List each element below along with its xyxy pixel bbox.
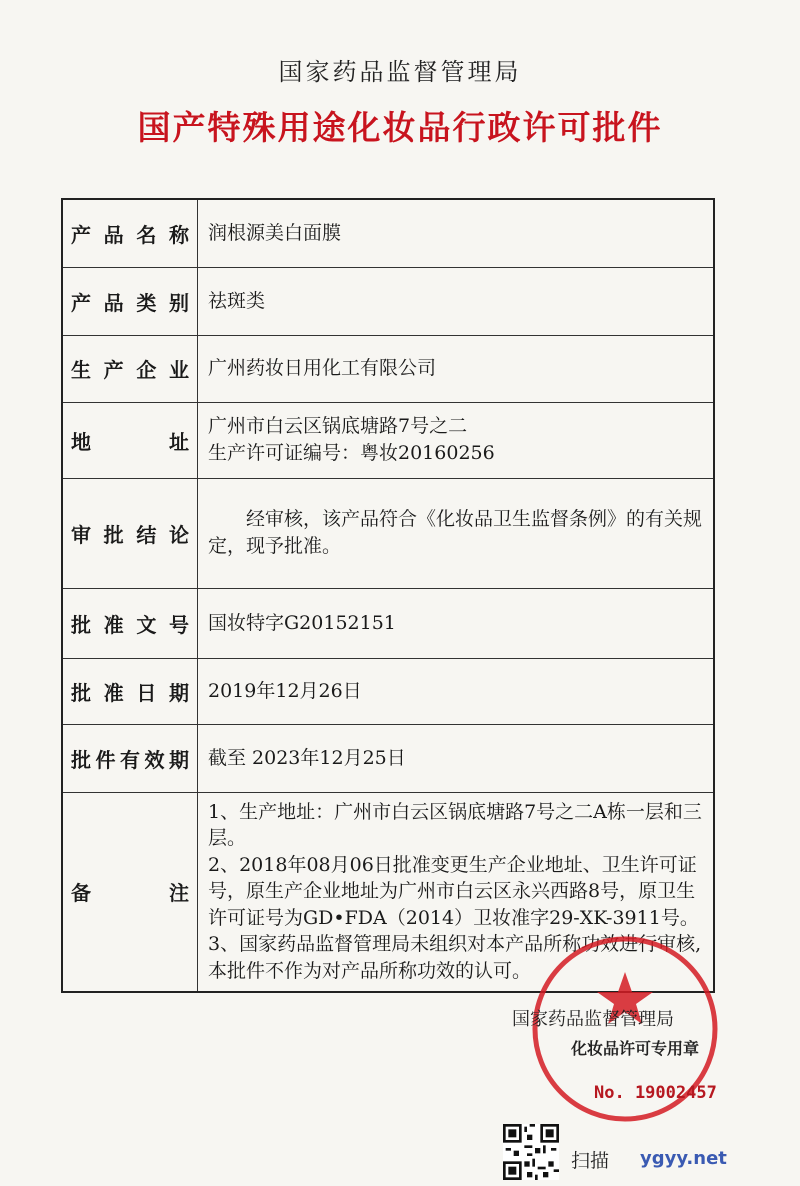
issuer-name: 国家药品监督管理局	[512, 1009, 674, 1030]
label-product-category: 产品类别	[62, 267, 198, 335]
label-approval-number: 批准文号	[62, 588, 198, 658]
value-approval-number: 国妆特字G20152151	[198, 588, 715, 658]
value-address	[198, 402, 715, 478]
qr-code-icon	[503, 1124, 559, 1180]
remark-item: 3、国家药品监督管理局未组织对本产品所称功效进行审核,本批件不作为对产品所称功效的认可。	[208, 933, 702, 983]
table-row	[62, 588, 714, 658]
agency-name: 国家药品监督管理局	[278, 58, 522, 86]
label-address: 地址	[62, 402, 198, 478]
remark-item: 2、2018年08月06日批准变更生产企业地址、卫生许可证号，原生产企业地址为广州市白云区永兴西路8号，原卫生许可证号为GD•FDA（2014）卫妆准字29-XK-3911号。	[208, 853, 699, 929]
license-number-line: 生产许可证编号：粤妆20160256	[208, 442, 495, 464]
table-row	[62, 335, 714, 402]
remark-item: 1、生产地址：广州市白云区锅底塘路7号之二A栋一层和三层。	[208, 800, 702, 850]
label-remarks: 备注	[62, 792, 198, 992]
label-conclusion: 审批结论	[62, 478, 198, 588]
address-line: 广州市白云区锅底塘路7号之二	[208, 415, 468, 438]
value-approval-date: 2019年12月26日	[198, 658, 715, 724]
approval-table	[61, 198, 715, 993]
scan-text: 扫描	[571, 1150, 610, 1172]
document-title: 国产特殊用途化妆品行政许可批件	[137, 108, 663, 147]
value-manufacturer: 广州药妆日用化工有限公司	[198, 335, 715, 402]
label-product-name: 产品名称	[62, 199, 198, 267]
label-validity: 批件有效期	[62, 724, 198, 792]
label-manufacturer: 生产企业	[62, 335, 198, 402]
table-row	[62, 658, 714, 724]
table-row	[62, 402, 714, 478]
value-validity: 截至 2023年12月25日	[198, 724, 715, 792]
value-conclusion: 经审核，该产品符合《化妆品卫生监督条例》的有关规定，现予批准。	[198, 478, 715, 588]
value-product-name: 润根源美白面膜	[198, 199, 715, 267]
seal-number: No. 19002457	[594, 1083, 717, 1103]
value-product-category: 祛斑类	[198, 267, 715, 335]
table-row	[62, 478, 714, 588]
table-row	[62, 724, 714, 792]
seal-subtitle: 化妆品许可专用章	[571, 1039, 700, 1058]
site-watermark: ygyy.net	[640, 1148, 727, 1169]
label-approval-date: 批准日期	[62, 658, 198, 724]
table-row	[62, 199, 714, 267]
table-row	[62, 267, 714, 335]
